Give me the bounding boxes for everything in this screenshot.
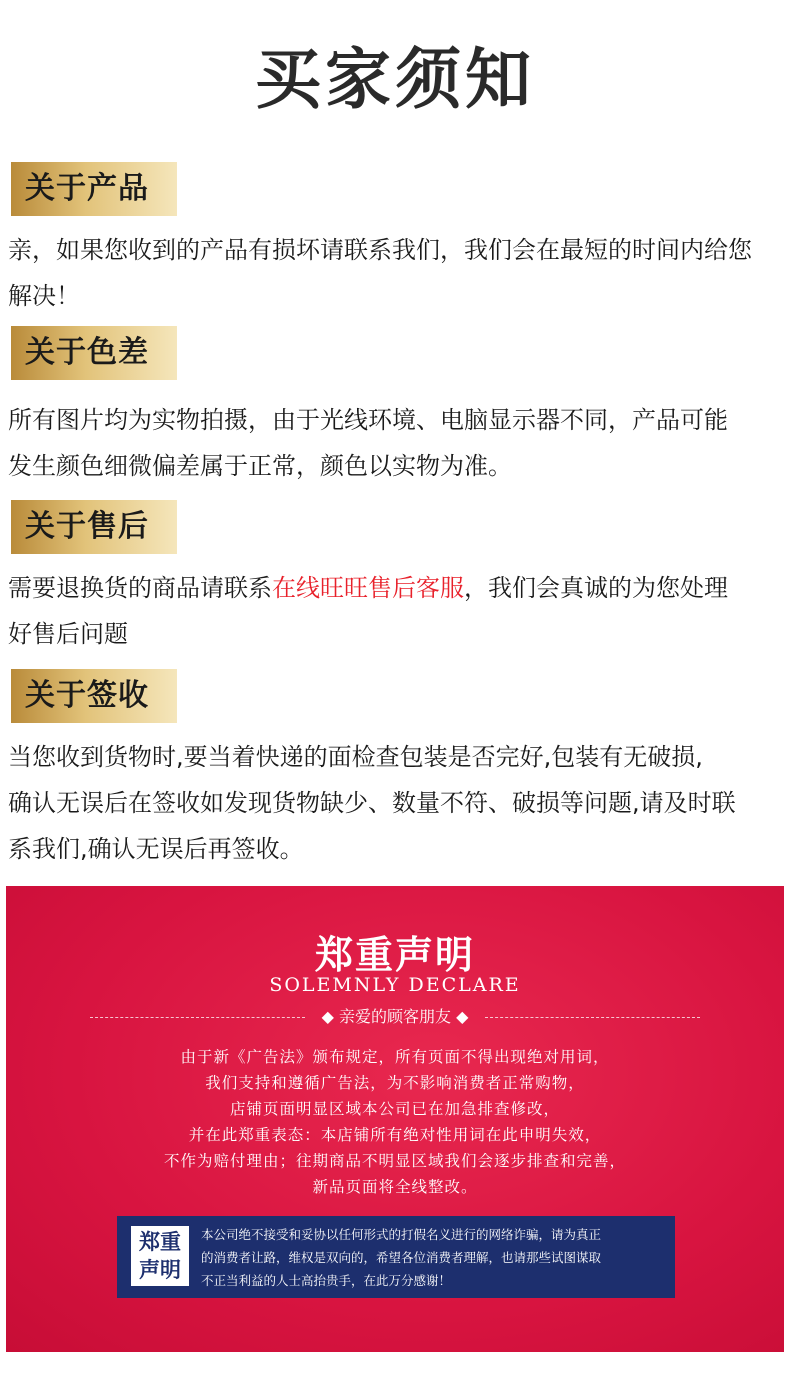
text-line: 好售后问题 (8, 620, 128, 648)
text-line: 系我们,确认无误后再签收。 (8, 835, 304, 863)
notice-line: 的消费者让路，维权是双向的，希望各位消费者理解，也请那些试图谋取 (201, 1250, 602, 1265)
greeting-text (90, 1006, 700, 1028)
notice-line: 本公司绝不接受和妥协以任何形式的打假名义进行的网络诈骗，请为真正 (201, 1227, 602, 1242)
anti-fraud-notice (117, 1216, 675, 1298)
text-line: 所有图片均为实物拍摄，由于光线环境、电脑显示器不同，产品可能 (8, 406, 728, 434)
section-text-after-sales (8, 565, 782, 657)
declaration-subtitle: SOLEMNLY DECLARE (269, 974, 521, 996)
declaration-line: 店铺页面明显区域本公司已在加急排查修改， (229, 1100, 560, 1118)
page-title: 买家须知 (255, 41, 535, 118)
section-header-after-sales: 关于售后 (11, 500, 177, 554)
badge-line: 郑重 (139, 1230, 181, 1254)
text-line: 确认无误后在签收如发现货物缺少、数量不符、破损等问题,请及时联 (8, 789, 736, 817)
notice-text (201, 1223, 667, 1292)
declaration-line: 不作为赔付理由；往期商品不明显区域我们会逐步排查和完善， (163, 1152, 626, 1170)
solemn-declaration-banner (6, 886, 784, 1352)
declaration-title: 郑重声明 (314, 933, 475, 977)
section-text-color-difference (8, 397, 782, 489)
section-header-product: 关于产品 (11, 162, 177, 216)
declaration-line: 由于新《广告法》颁布规定，所有页面不得出现绝对用词， (180, 1048, 610, 1066)
greeting-label: ◆ 亲爱的顾客朋友 ◆ (321, 1007, 469, 1026)
section-header-color-difference: 关于色差 (11, 326, 177, 380)
text-segment: 需要退换货的商品请联系 (8, 574, 272, 602)
badge-line: 声明 (139, 1258, 181, 1282)
notice-line: 不正当利益的人士高抬贵手，在此万分感谢！ (201, 1273, 452, 1288)
greeting-divider (90, 1006, 700, 1028)
declaration-line: 并在此郑重表态：本店铺所有绝对性用词在此申明失效， (188, 1126, 602, 1144)
text-line: 解决！ (8, 282, 80, 310)
section-text-product (8, 227, 782, 319)
text-line: 当您收到货物时,要当着快递的面检查包装是否完好,包装有无破损, (8, 743, 703, 771)
after-sales-service-link[interactable]: 在线旺旺售后客服 (272, 574, 464, 602)
notice-badge (131, 1226, 189, 1286)
text-line: 发生颜色细微偏差属于正常，颜色以实物为准。 (8, 452, 512, 480)
text-segment: ，我们会真诚的为您处理 (464, 574, 728, 602)
declaration-body (6, 1044, 784, 1200)
section-text-signing (8, 734, 782, 872)
declaration-line: 我们支持和遵循广告法，为不影响消费者正常购物， (205, 1074, 585, 1092)
declaration-line: 新品页面将全线整改。 (312, 1178, 478, 1196)
section-header-signing: 关于签收 (11, 669, 177, 723)
text-line: 亲，如果您收到的产品有损坏请联系我们，我们会在最短的时间内给您 (8, 236, 752, 264)
text-line (8, 565, 782, 611)
